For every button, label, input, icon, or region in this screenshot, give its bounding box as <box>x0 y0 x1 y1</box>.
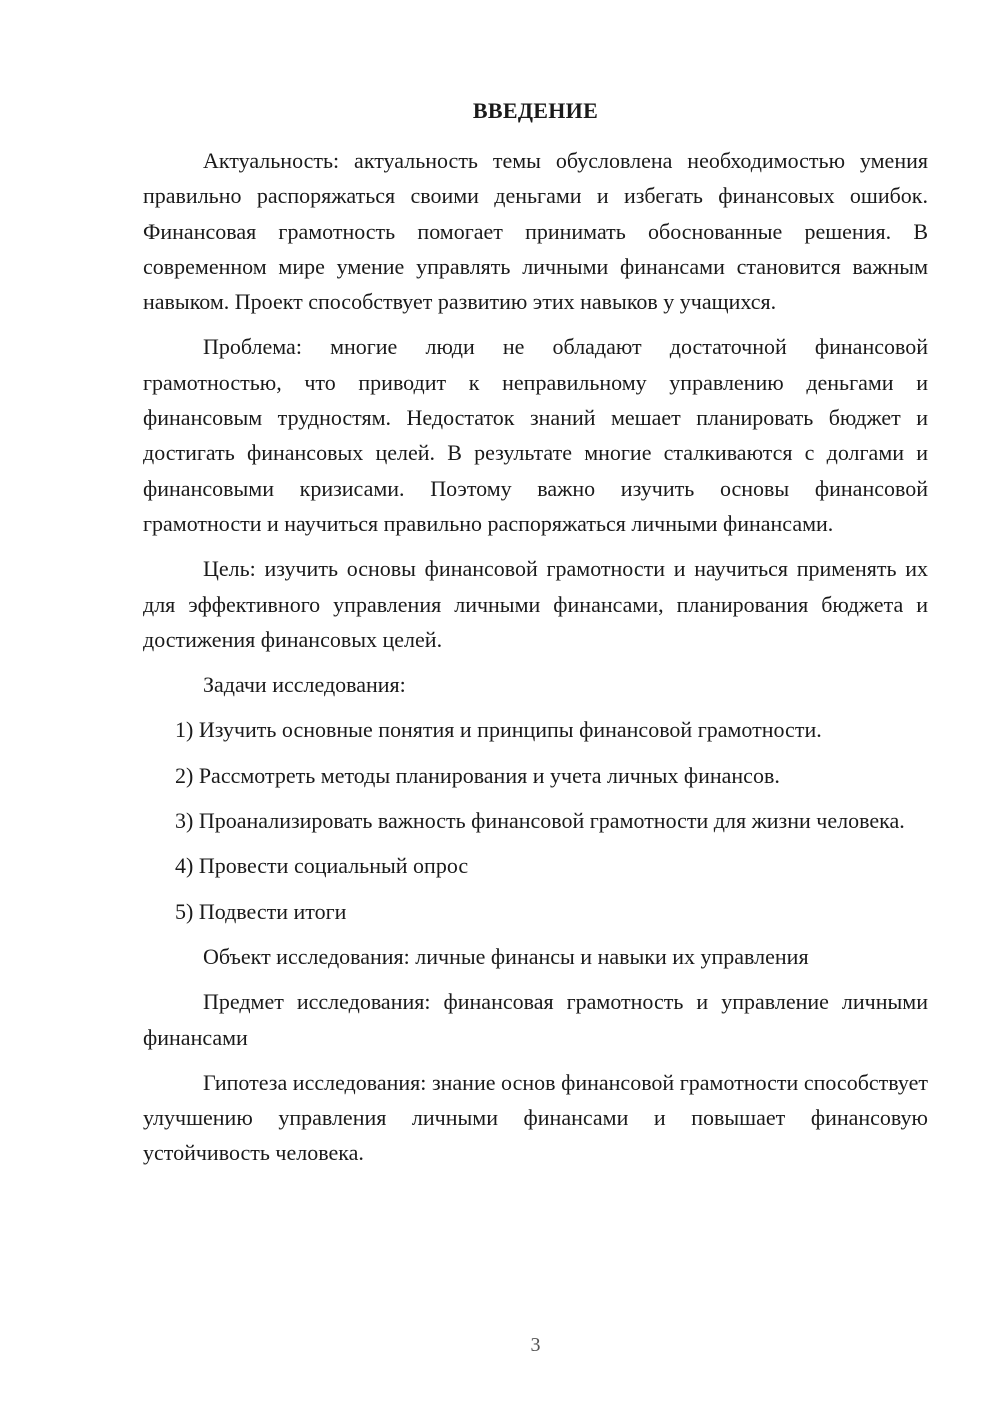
section-heading: ВВЕДЕНИЕ <box>472 98 599 123</box>
task-item-3: 3) Проанализировать важность финансовой грамотности для жизни человека. <box>175 808 905 834</box>
task-item-2: 2) Рассмотреть методы планирования и учета личных финансов. <box>175 762 780 788</box>
task-item-5: 5) Подвести итоги <box>175 898 347 924</box>
document-page <box>143 0 928 1414</box>
paragraph-subject: Предмет исследования: финансовая грамотность и управление личными финансами <box>143 989 928 1050</box>
document-body <box>143 143 928 1171</box>
paragraph-goal: Цель: изучить основы финансовой грамотности и научиться применять их для эффективного управления личными финансами, планирования бюджета и достижения финансовых целей. <box>143 556 928 652</box>
tasks-title: Задачи исследования: <box>203 672 406 698</box>
paragraph-hypothesis: Гипотеза исследования: знание основ финансовой грамотности способствует улучшению управления личными финансами и повышает финансовую устойчивость человека. <box>143 1069 928 1166</box>
paragraph-problem: Проблема: многие люди не обладают достаточной финансовой грамотностью, что приводит к неправильному управлению деньгами и финансовым трудностям. Недостаток знаний мешает планировать бюджет и достигать финансовых целей. В результате многие сталкиваются с долгами и финансовыми кризисами. Поэтому важно изучить основы финансовой грамотности и научиться правильно распоряжаться личными финансами. <box>143 334 928 536</box>
paragraph-object: Объект исследования: личные финансы и навыки их управления <box>203 943 809 969</box>
paragraph-relevance: Актуальность: актуальность темы обусловлена необходимостью умения правильно распоряжаться своими деньгами и избегать финансовых ошибок. Финансовая грамотность помогает принимать обоснованные решения. В современном мире умение управлять личными финансами становится важным навыком. Проект способствует развитию этих навыков у учащихся. <box>143 148 928 315</box>
task-item-4: 4) Провести социальный опрос <box>175 853 469 879</box>
task-item-1: 1) Изучить основные понятия и принципы финансовой грамотности. <box>175 717 822 743</box>
page-number: 3 <box>530 1334 541 1356</box>
